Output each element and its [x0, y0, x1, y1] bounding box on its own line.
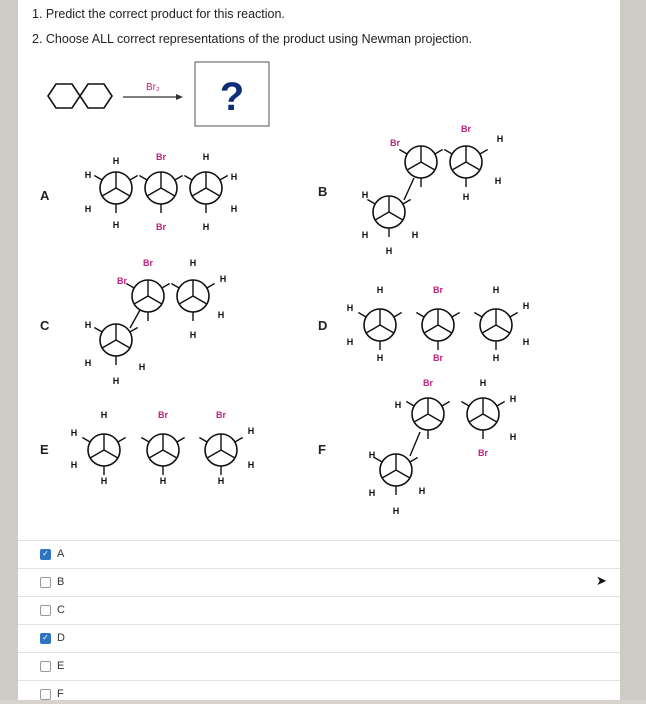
- hydrogen-label: H: [346, 303, 354, 313]
- hydrogen-label: H: [84, 204, 92, 214]
- hydrogen-label: H: [189, 258, 197, 268]
- question-1-text: 1. Predict the correct product for this reaction.: [32, 7, 285, 21]
- bond-line: [235, 438, 243, 443]
- bromine-label: Br: [432, 285, 444, 295]
- bond-line: [510, 313, 518, 318]
- hydrogen-label: H: [509, 394, 517, 404]
- hydrogen-label: H: [522, 337, 530, 347]
- hydrogen-label: H: [230, 204, 238, 214]
- hydrogen-label: H: [418, 486, 426, 496]
- bromine-label: Br: [477, 448, 489, 458]
- hydrogen-label: H: [217, 310, 225, 320]
- bond-line: [130, 310, 140, 328]
- divider: [18, 652, 620, 653]
- bond-line: [358, 313, 366, 318]
- bond-line: [480, 150, 488, 155]
- bond-line: [175, 176, 183, 181]
- option-c-label: C: [40, 318, 50, 333]
- choice-b-label: B: [57, 576, 65, 588]
- bond-line: [406, 402, 414, 407]
- hydrogen-label: H: [385, 246, 393, 256]
- hydrogen-label: H: [368, 488, 376, 498]
- choice-e-label: E: [57, 660, 65, 672]
- reactant-bicyclic-structure: [48, 84, 112, 108]
- hydrogen-label: H: [138, 362, 146, 372]
- option-f-label: F: [318, 442, 326, 457]
- hydrogen-label: H: [202, 152, 210, 162]
- hydrogen-label: H: [462, 192, 470, 202]
- hydrogen-label: H: [159, 476, 167, 486]
- hydrogen-label: H: [361, 230, 369, 240]
- hydrogen-label: H: [394, 400, 402, 410]
- hydrogen-label: H: [70, 460, 78, 470]
- bond-line: [177, 438, 185, 443]
- bond-line: [171, 284, 179, 289]
- checkbox-c[interactable]: [40, 605, 51, 616]
- bromine-label: Br: [422, 378, 434, 388]
- bond-line: [94, 176, 102, 181]
- bond-line: [410, 458, 418, 463]
- hydrogen-label: H: [247, 460, 255, 470]
- hydrogen-label: H: [496, 134, 504, 144]
- choice-d[interactable]: [40, 628, 600, 648]
- hydrogen-label: H: [84, 170, 92, 180]
- hydrogen-label: H: [509, 432, 517, 442]
- hydrogen-label: H: [70, 428, 78, 438]
- mouse-cursor-icon: ➤: [596, 573, 607, 588]
- hydrogen-label: H: [112, 220, 120, 230]
- bond-line: [139, 176, 147, 181]
- bond-line: [130, 328, 138, 333]
- bromine-label: Br: [215, 410, 227, 420]
- bond-line: [394, 313, 402, 318]
- hydrogen-label: H: [522, 301, 530, 311]
- bond-line: [367, 200, 375, 205]
- bond-line: [207, 284, 215, 289]
- hydrogen-label: H: [361, 190, 369, 200]
- choice-d-label: D: [57, 632, 65, 644]
- choice-f-label: F: [57, 688, 64, 700]
- choice-c-label: C: [57, 604, 65, 616]
- hydrogen-label: H: [112, 376, 120, 386]
- hydrogen-label: H: [247, 426, 255, 436]
- hydrogen-label: H: [230, 172, 238, 182]
- hydrogen-label: H: [479, 378, 487, 388]
- hydrogen-label: H: [189, 330, 197, 340]
- checkbox-e[interactable]: [40, 661, 51, 672]
- bond-line: [404, 178, 414, 200]
- bromine-label: Br: [116, 276, 128, 286]
- hydrogen-label: H: [84, 358, 92, 368]
- option-e-label: E: [40, 442, 49, 457]
- bond-line: [444, 150, 452, 155]
- reaction-and-newman-drawings: [18, 0, 620, 538]
- hydrogen-label: H: [100, 410, 108, 420]
- hydrogen-label: H: [492, 285, 500, 295]
- hydrogen-label: H: [368, 450, 376, 460]
- bond-line: [94, 328, 102, 333]
- hydrogen-label: H: [202, 222, 210, 232]
- choice-b[interactable]: [40, 572, 600, 592]
- bond-line: [410, 432, 420, 456]
- option-a-label: A: [40, 188, 50, 203]
- bromine-label: Br: [157, 410, 169, 420]
- bond-line: [184, 176, 192, 181]
- reagent-label: Br₂: [146, 82, 160, 93]
- hydrogen-label: H: [219, 274, 227, 284]
- option-d-label: D: [318, 318, 328, 333]
- divider: [18, 596, 620, 597]
- bond-line: [497, 402, 505, 407]
- bond-line: [452, 313, 460, 318]
- bond-line: [141, 438, 149, 443]
- checkbox-a[interactable]: ✓: [40, 549, 51, 560]
- bond-line: [118, 438, 126, 443]
- bromine-label: Br: [460, 124, 472, 134]
- newman-projections: [71, 124, 530, 516]
- bond-line: [474, 313, 482, 318]
- right-margin: [620, 0, 646, 700]
- choice-a[interactable]: [40, 544, 600, 564]
- choice-e[interactable]: [40, 656, 600, 676]
- checkbox-d[interactable]: ✓: [40, 633, 51, 644]
- bond-line: [130, 176, 138, 181]
- question-2-text: 2. Choose ALL correct representations of the product using Newman projection.: [32, 32, 473, 46]
- checkbox-f[interactable]: [40, 689, 51, 700]
- bond-line: [416, 313, 424, 318]
- left-margin: [0, 0, 18, 700]
- divider: [18, 540, 620, 541]
- hydrogen-label: H: [376, 285, 384, 295]
- hydrogen-label: H: [392, 506, 400, 516]
- hydrogen-label: H: [411, 230, 419, 240]
- bond-line: [374, 458, 382, 463]
- option-b-label: B: [318, 184, 328, 199]
- bromine-label: Br: [155, 222, 167, 232]
- divider: [18, 680, 620, 681]
- hydrogen-label: H: [346, 337, 354, 347]
- divider: [18, 624, 620, 625]
- bromine-label: Br: [389, 138, 401, 148]
- bond-line: [162, 284, 170, 289]
- checkbox-b[interactable]: [40, 577, 51, 588]
- hydrogen-label: H: [376, 353, 384, 363]
- hydrogen-label: H: [84, 320, 92, 330]
- bond-line: [82, 438, 90, 443]
- bond-line: [435, 150, 443, 155]
- hydrogen-label: H: [217, 476, 225, 486]
- divider: [18, 568, 620, 569]
- hydrogen-label: H: [112, 156, 120, 166]
- choice-a-label: A: [57, 548, 65, 560]
- bromine-label: Br: [142, 258, 154, 268]
- bond-line: [442, 402, 450, 407]
- bond-line: [399, 150, 407, 155]
- bromine-label: Br: [155, 152, 167, 162]
- bond-line: [126, 284, 134, 289]
- question-sheet: [18, 0, 620, 700]
- bromine-label: Br: [432, 353, 444, 363]
- reaction-arrow: [123, 94, 183, 100]
- product-question-mark: ?: [219, 75, 245, 119]
- choice-f[interactable]: [40, 684, 600, 704]
- bond-line: [199, 438, 207, 443]
- hydrogen-label: H: [494, 176, 502, 186]
- bond-line: [220, 176, 228, 181]
- bond-line: [403, 200, 411, 205]
- bond-line: [461, 402, 469, 407]
- hydrogen-label: H: [492, 353, 500, 363]
- choice-c[interactable]: [40, 600, 600, 620]
- hydrogen-label: H: [100, 476, 108, 486]
